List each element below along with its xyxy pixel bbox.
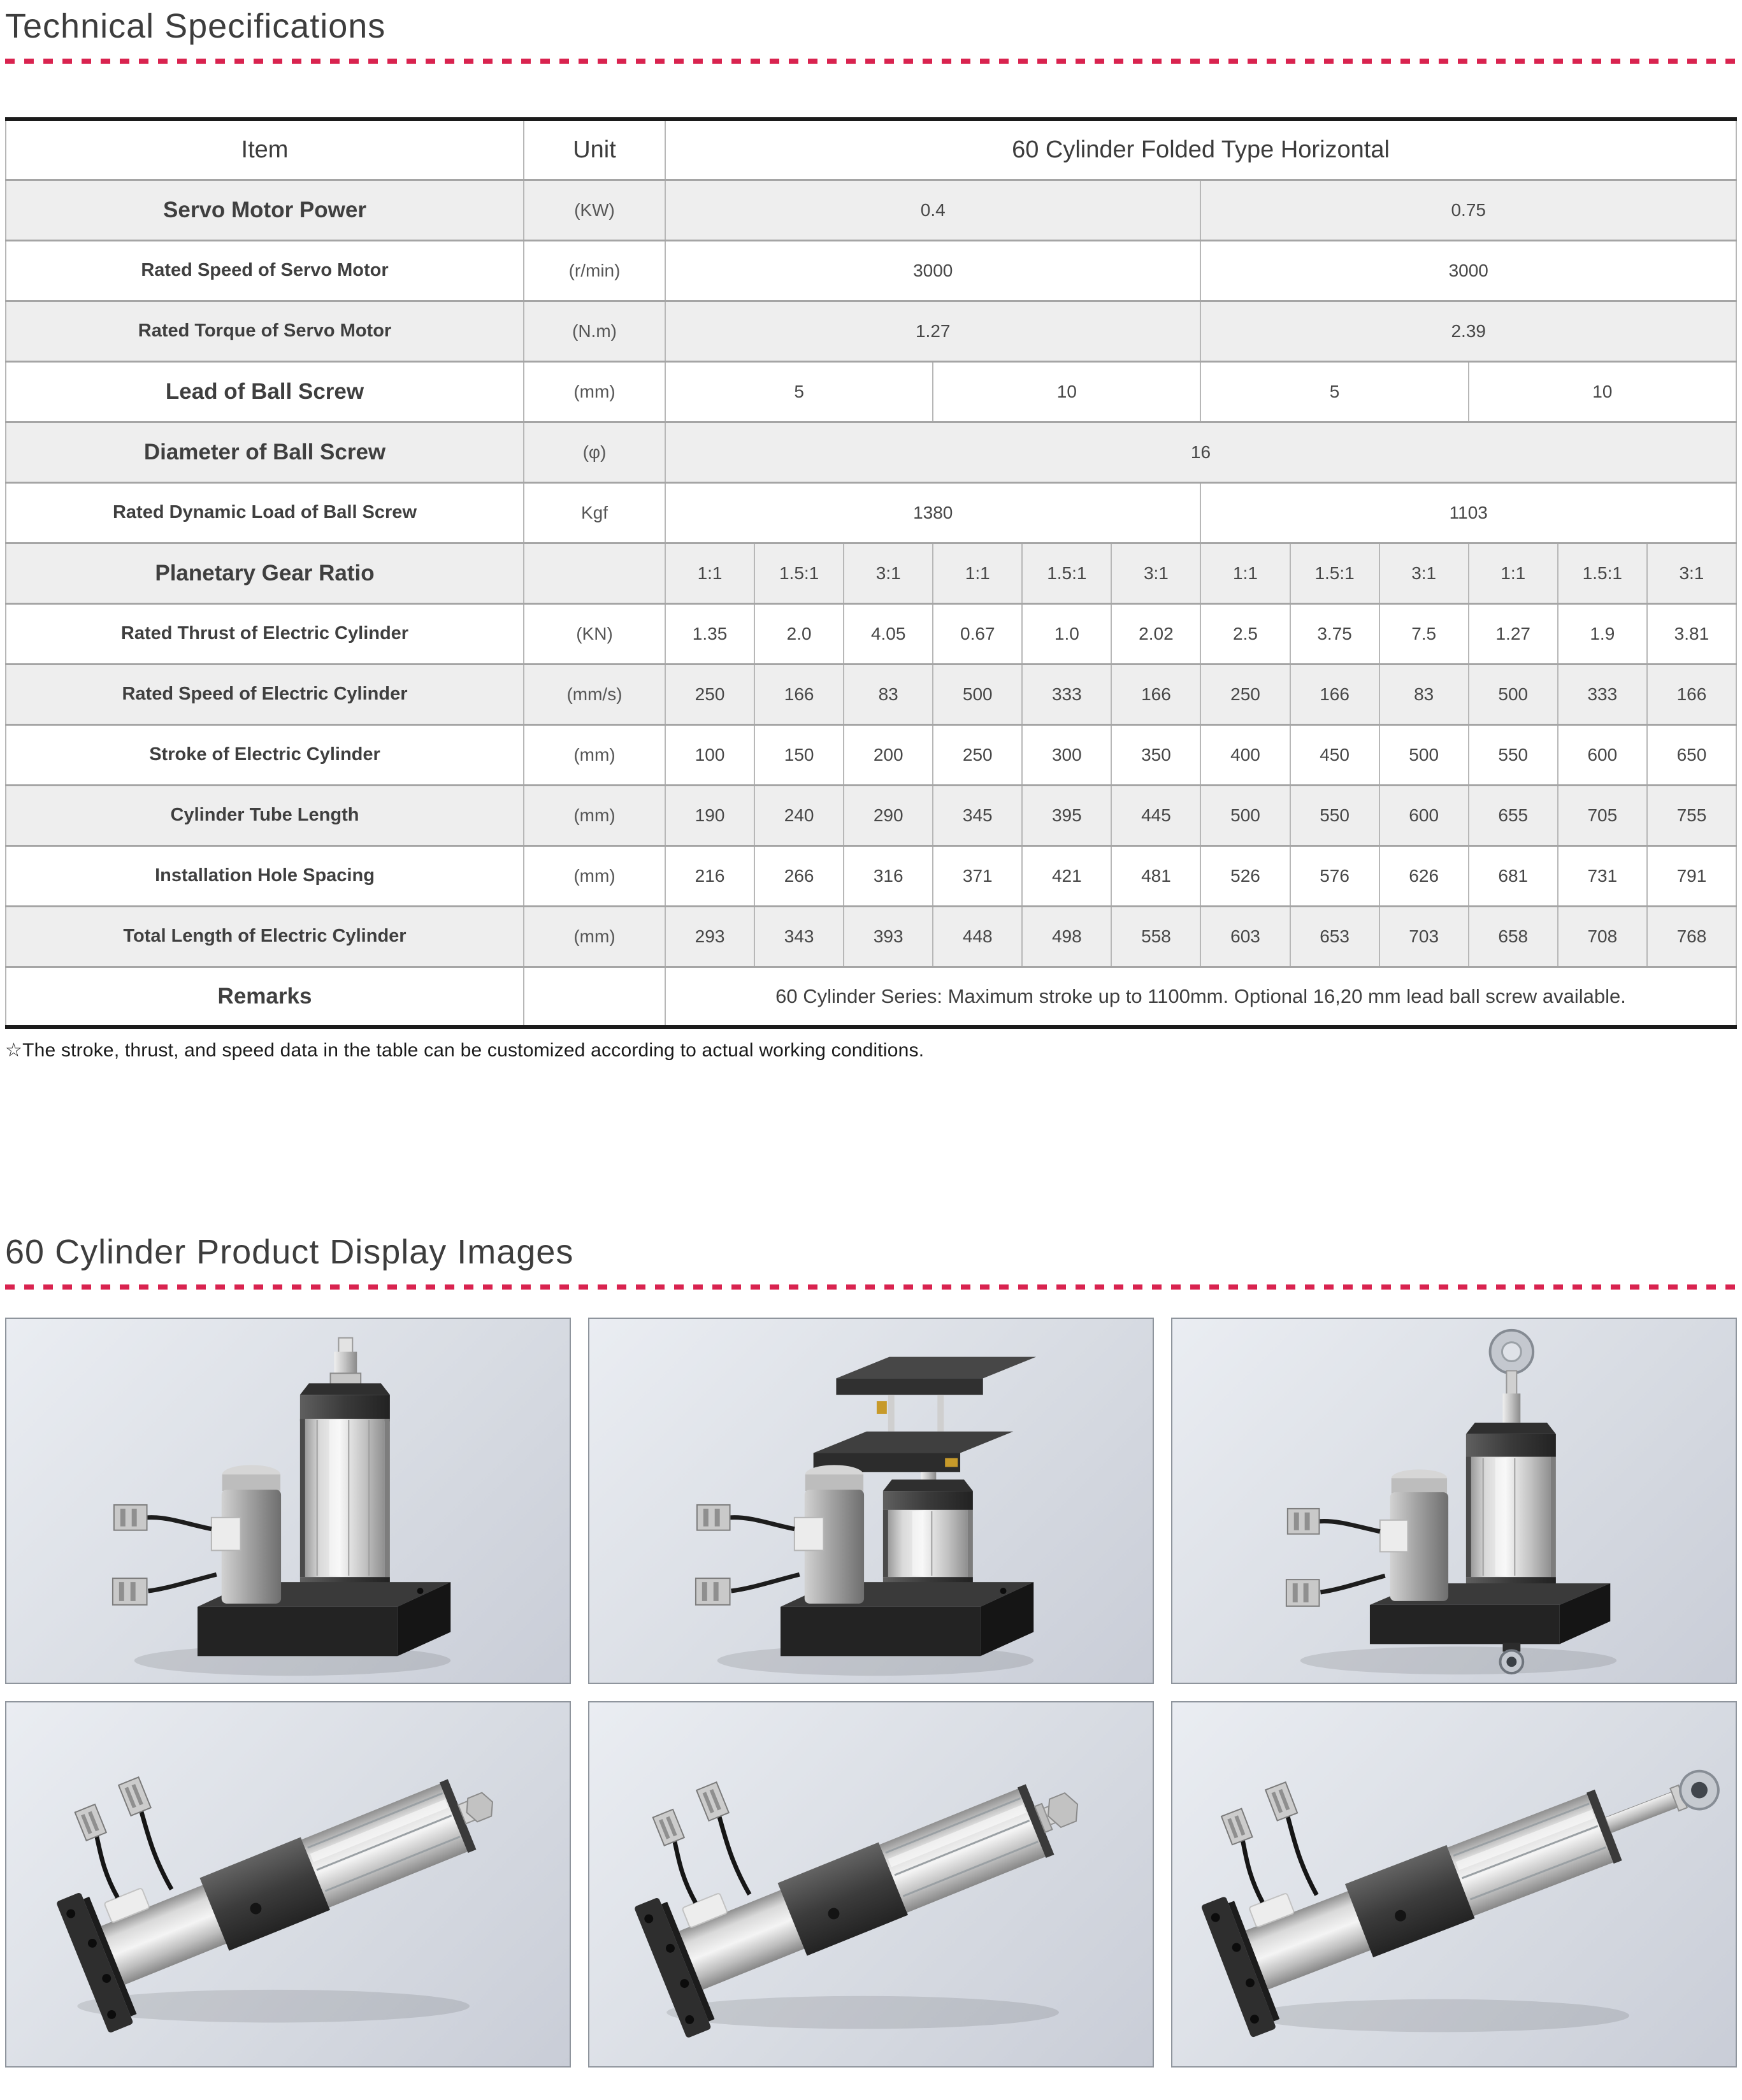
spec-value: 166 <box>754 664 844 724</box>
spec-value: 300 <box>1022 724 1111 785</box>
spec-value: 1.27 <box>1469 603 1558 664</box>
spec-value: 1.0 <box>1022 603 1111 664</box>
spec-value: 498 <box>1022 906 1111 967</box>
spec-value: 10 <box>1469 361 1736 422</box>
spec-value: 100 <box>665 724 754 785</box>
spec-value: 0.4 <box>665 180 1200 240</box>
product-image-horizontal-nut <box>588 1701 1154 2068</box>
spec-value: 3:1 <box>1379 543 1469 603</box>
spec-value: 0.67 <box>933 603 1022 664</box>
spec-value: 250 <box>665 664 754 724</box>
row-label: Cylinder Tube Length <box>6 785 524 845</box>
spec-value: 83 <box>1379 664 1469 724</box>
spec-value: 500 <box>1469 664 1558 724</box>
spec-value: 658 <box>1469 906 1558 967</box>
spec-value: 2.5 <box>1200 603 1290 664</box>
row-unit: (mm) <box>524 361 665 422</box>
spec-value: 190 <box>665 785 754 845</box>
product-render-illustration <box>6 1702 570 2066</box>
row-unit: (mm) <box>524 906 665 967</box>
product-image-horizontal-rod-eye <box>1171 1701 1737 2068</box>
spec-value: 333 <box>1558 664 1647 724</box>
specs-section-title: Technical Specifications <box>5 7 386 45</box>
spec-value: 3.75 <box>1290 603 1379 664</box>
table-row <box>6 603 1736 664</box>
remarks-row <box>6 967 1736 1027</box>
row-unit: (φ) <box>524 422 665 482</box>
row-label: Rated Speed of Electric Cylinder <box>6 664 524 724</box>
row-label: Installation Hole Spacing <box>6 845 524 906</box>
row-unit: (r/min) <box>524 240 665 301</box>
row-label: Total Length of Electric Cylinder <box>6 906 524 967</box>
row-label: Rated Thrust of Electric Cylinder <box>6 603 524 664</box>
spec-value: 500 <box>1200 785 1290 845</box>
spec-value: 333 <box>1022 664 1111 724</box>
spec-value: 500 <box>1379 724 1469 785</box>
spec-value: 1:1 <box>665 543 754 603</box>
table-row <box>6 845 1736 906</box>
spec-value: 290 <box>844 785 933 845</box>
spec-value: 526 <box>1200 845 1290 906</box>
spec-value: 3:1 <box>844 543 933 603</box>
spec-value: 3000 <box>665 240 1200 301</box>
spec-value: 3:1 <box>1111 543 1200 603</box>
spec-value: 216 <box>665 845 754 906</box>
spec-value: 653 <box>1290 906 1379 967</box>
row-label: Remarks <box>6 967 524 1027</box>
col-header-unit: Unit <box>524 119 665 180</box>
spec-value: 603 <box>1200 906 1290 967</box>
spec-table <box>5 117 1737 1029</box>
table-row <box>6 482 1736 543</box>
row-label: Planetary Gear Ratio <box>6 543 524 603</box>
spec-value: 166 <box>1290 664 1379 724</box>
spec-value: 1380 <box>665 482 1200 543</box>
spec-value: 421 <box>1022 845 1111 906</box>
table-row <box>6 785 1736 845</box>
spec-value: 550 <box>1290 785 1379 845</box>
row-label: Rated Dynamic Load of Ball Screw <box>6 482 524 543</box>
row-unit: (KN) <box>524 603 665 664</box>
product-image-vertical-top-plate <box>588 1318 1154 1684</box>
spec-value: 293 <box>665 906 754 967</box>
spec-value: 500 <box>933 664 1022 724</box>
row-unit: (N.m) <box>524 301 665 361</box>
spec-value: 266 <box>754 845 844 906</box>
product-render-illustration <box>589 1702 1153 2066</box>
table-row <box>6 361 1736 422</box>
row-unit: (mm) <box>524 785 665 845</box>
spec-value: 2.39 <box>1200 301 1736 361</box>
spec-value: 1:1 <box>1200 543 1290 603</box>
spec-value: 600 <box>1558 724 1647 785</box>
table-footnote: ☆The stroke, thrust, and speed data in the table can be customized according to actual working conditions. <box>5 1040 925 1061</box>
table-row <box>6 906 1736 967</box>
spec-value: 550 <box>1469 724 1558 785</box>
spec-value: 166 <box>1647 664 1736 724</box>
table-row <box>6 664 1736 724</box>
spec-value: 731 <box>1558 845 1647 906</box>
spec-value: 345 <box>933 785 1022 845</box>
spec-header-row <box>6 119 1736 180</box>
spec-value: 400 <box>1200 724 1290 785</box>
spec-value: 7.5 <box>1379 603 1469 664</box>
spec-value: 0.75 <box>1200 180 1736 240</box>
spec-value: 481 <box>1111 845 1200 906</box>
spec-value: 343 <box>754 906 844 967</box>
product-image-vertical-rod-eye <box>1171 1318 1737 1684</box>
row-label: Stroke of Electric Cylinder <box>6 724 524 785</box>
spec-value: 166 <box>1111 664 1200 724</box>
spec-value: 1.5:1 <box>1022 543 1111 603</box>
spec-value: 200 <box>844 724 933 785</box>
product-render-illustration <box>6 1319 570 1683</box>
product-render-illustration <box>1172 1702 1736 2066</box>
spec-value: 650 <box>1647 724 1736 785</box>
col-header-item: Item <box>6 119 524 180</box>
row-unit: (KW) <box>524 180 665 240</box>
spec-value: 240 <box>754 785 844 845</box>
spec-value: 448 <box>933 906 1022 967</box>
row-unit: Kgf <box>524 482 665 543</box>
spec-value: 316 <box>844 845 933 906</box>
spec-value: 350 <box>1111 724 1200 785</box>
spec-value: 1.9 <box>1558 603 1647 664</box>
table-row <box>6 180 1736 240</box>
spec-value: 708 <box>1558 906 1647 967</box>
table-row <box>6 724 1736 785</box>
spec-value: 5 <box>1200 361 1468 422</box>
spec-value: 1:1 <box>933 543 1022 603</box>
spec-value: 371 <box>933 845 1022 906</box>
spec-value: 1.27 <box>665 301 1200 361</box>
spec-value: 1103 <box>1200 482 1736 543</box>
spec-value: 655 <box>1469 785 1558 845</box>
spec-value: 705 <box>1558 785 1647 845</box>
spec-value: 755 <box>1647 785 1736 845</box>
spec-value: 250 <box>1200 664 1290 724</box>
spec-value: 3.81 <box>1647 603 1736 664</box>
spec-value: 5 <box>665 361 933 422</box>
spec-value: 16 <box>665 422 1736 482</box>
spec-value: 250 <box>933 724 1022 785</box>
table-row <box>6 240 1736 301</box>
product-render-illustration <box>589 1319 1153 1683</box>
spec-value: 445 <box>1111 785 1200 845</box>
row-label: Servo Motor Power <box>6 180 524 240</box>
table-row <box>6 422 1736 482</box>
row-label: Diameter of Ball Screw <box>6 422 524 482</box>
spec-value: 681 <box>1469 845 1558 906</box>
spec-value: 768 <box>1647 906 1736 967</box>
spec-value: 393 <box>844 906 933 967</box>
spec-value: 83 <box>844 664 933 724</box>
product-image-horizontal-retracted <box>5 1701 571 2068</box>
table-row <box>6 301 1736 361</box>
spec-value: 1.5:1 <box>1558 543 1647 603</box>
spec-value: 2.02 <box>1111 603 1200 664</box>
spec-value: 1:1 <box>1469 543 1558 603</box>
spec-value: 791 <box>1647 845 1736 906</box>
remarks-text: 60 Cylinder Series: Maximum stroke up to 1100mm. Optional 16,20 mm lead ball screw available. <box>665 967 1736 1027</box>
accent-dashed-divider <box>5 1284 1737 1290</box>
row-label: Rated Torque of Servo Motor <box>6 301 524 361</box>
row-unit: (mm/s) <box>524 664 665 724</box>
spec-value: 558 <box>1111 906 1200 967</box>
spec-value: 4.05 <box>844 603 933 664</box>
spec-value: 3:1 <box>1647 543 1736 603</box>
row-unit <box>524 967 665 1027</box>
spec-value: 703 <box>1379 906 1469 967</box>
spec-value: 1.5:1 <box>1290 543 1379 603</box>
row-unit: (mm) <box>524 845 665 906</box>
row-label: Rated Speed of Servo Motor <box>6 240 524 301</box>
product-render-illustration <box>1172 1319 1736 1683</box>
spec-value: 626 <box>1379 845 1469 906</box>
row-label: Lead of Ball Screw <box>6 361 524 422</box>
spec-value: 3000 <box>1200 240 1736 301</box>
spec-value: 395 <box>1022 785 1111 845</box>
spec-value: 1.5:1 <box>754 543 844 603</box>
spec-value: 1.35 <box>665 603 754 664</box>
row-unit <box>524 543 665 603</box>
spec-value: 600 <box>1379 785 1469 845</box>
table-row <box>6 543 1736 603</box>
spec-value: 576 <box>1290 845 1379 906</box>
product-image-grid <box>5 1318 1737 2068</box>
row-unit: (mm) <box>524 724 665 785</box>
display-section-title: 60 Cylinder Product Display Images <box>5 1233 574 1271</box>
spec-value: 450 <box>1290 724 1379 785</box>
spec-value: 2.0 <box>754 603 844 664</box>
product-image-vertical-threaded <box>5 1318 571 1684</box>
spec-value: 150 <box>754 724 844 785</box>
accent-dashed-divider <box>5 59 1737 64</box>
spec-value: 10 <box>933 361 1200 422</box>
col-header-product: 60 Cylinder Folded Type Horizontal <box>665 119 1736 180</box>
